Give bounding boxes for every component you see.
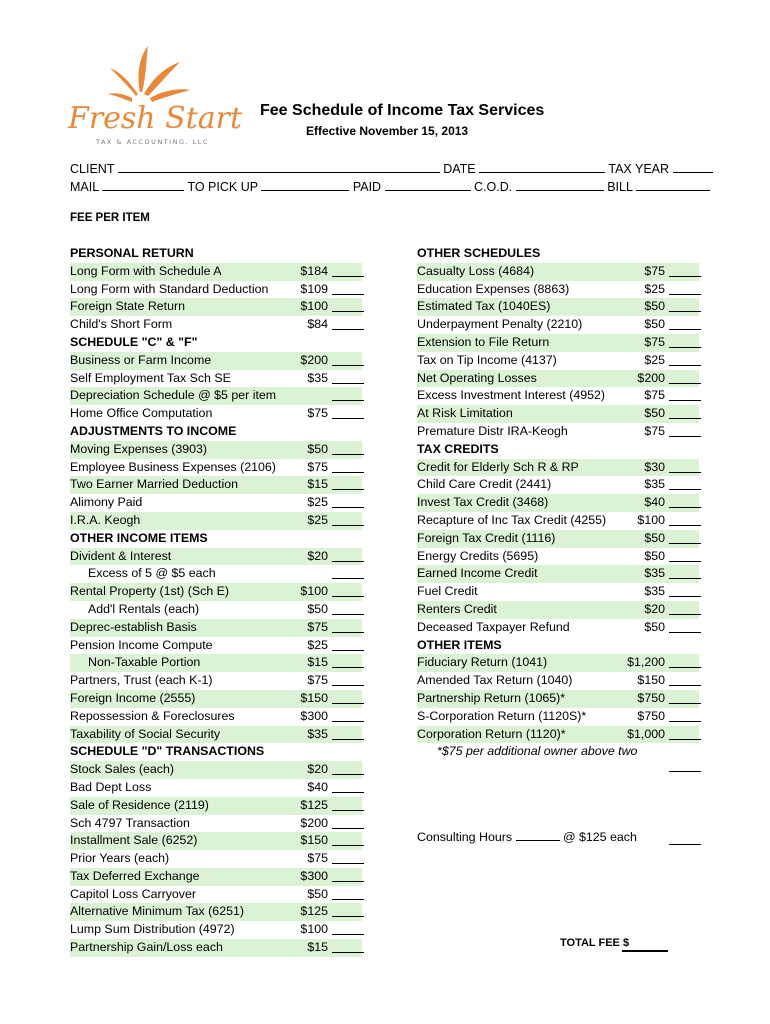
fee-label: S-Corporation Return (1120S)* bbox=[417, 708, 587, 723]
fee-label: OTHER INCOME ITEMS bbox=[70, 530, 208, 545]
tax-year-field[interactable] bbox=[673, 160, 713, 173]
fee-label: Capitol Loss Carryover bbox=[70, 886, 197, 901]
fee-row bbox=[417, 601, 701, 619]
page-subtitle: Effective November 15, 2013 bbox=[306, 124, 469, 138]
bill-field[interactable] bbox=[636, 178, 710, 191]
fee-row bbox=[70, 797, 364, 815]
fee-blank[interactable] bbox=[332, 383, 364, 384]
fee-row bbox=[70, 850, 364, 868]
fee-label: Rental Property (1st) (Sch E) bbox=[70, 584, 230, 599]
fee-price: $50 bbox=[644, 530, 665, 545]
fee-row bbox=[70, 708, 364, 726]
fee-blank[interactable] bbox=[669, 418, 701, 419]
fee-price: $150 bbox=[637, 673, 665, 688]
fee-price: $109 bbox=[300, 281, 328, 296]
fee-label: Foreign Tax Credit (1116) bbox=[417, 530, 556, 545]
fee-label: Net Operating Losses bbox=[417, 370, 537, 385]
fee-row bbox=[70, 672, 364, 690]
date-field[interactable] bbox=[479, 160, 605, 173]
fee-blank[interactable] bbox=[332, 561, 364, 562]
fee-row bbox=[417, 476, 701, 494]
fee-row bbox=[70, 405, 364, 423]
section-heading bbox=[70, 530, 364, 548]
section-heading bbox=[417, 245, 701, 263]
fee-price: $75 bbox=[644, 388, 665, 403]
fee-label: I.R.A. Keogh bbox=[70, 512, 141, 527]
fee-row bbox=[417, 281, 701, 299]
fee-label: Taxability of Social Security bbox=[70, 726, 221, 741]
fee-blank[interactable] bbox=[332, 311, 364, 312]
fee-price: $200 bbox=[300, 815, 328, 830]
fee-price: $50 bbox=[307, 886, 328, 901]
fee-blank[interactable] bbox=[332, 472, 364, 473]
fee-row bbox=[70, 726, 364, 744]
fee-blank[interactable] bbox=[332, 792, 364, 793]
fee-row bbox=[417, 423, 701, 441]
fee-price: $1,200 bbox=[627, 655, 665, 670]
fee-label: Home Office Computation bbox=[70, 406, 213, 421]
fee-blank[interactable] bbox=[332, 525, 364, 526]
fee-row bbox=[70, 868, 364, 886]
fee-blank[interactable] bbox=[332, 632, 364, 633]
section-heading bbox=[70, 743, 364, 761]
fee-blank[interactable] bbox=[669, 311, 701, 312]
fee-label: Lump Sum Distribution (4972) bbox=[70, 922, 235, 937]
fee-label: *$75 per additional owner above two bbox=[437, 744, 638, 759]
fee-row bbox=[417, 548, 701, 566]
fee-row bbox=[70, 512, 364, 530]
fee-blank[interactable] bbox=[332, 739, 364, 740]
fee-row bbox=[70, 548, 364, 566]
fee-price: $750 bbox=[637, 690, 665, 705]
section-heading bbox=[70, 334, 364, 352]
fee-label: Business or Farm Income bbox=[70, 352, 212, 367]
fee-blank[interactable] bbox=[332, 489, 364, 490]
fee-row bbox=[70, 903, 364, 921]
fee-blank[interactable] bbox=[669, 596, 701, 597]
fee-row bbox=[417, 690, 701, 708]
fee-row bbox=[70, 619, 364, 637]
fee-price: $75 bbox=[307, 406, 328, 421]
fee-price: $100 bbox=[300, 584, 328, 599]
fee-label: Depreciation Schedule @ $5 per item bbox=[70, 388, 277, 403]
fee-label: Bad Dept Loss bbox=[70, 779, 152, 794]
fee-price: $200 bbox=[637, 370, 665, 385]
fee-row bbox=[70, 298, 364, 316]
fee-label: Repossession & Foreclosures bbox=[70, 708, 235, 723]
fee-blank[interactable] bbox=[332, 703, 364, 704]
footnote bbox=[417, 743, 701, 761]
fee-row bbox=[70, 352, 364, 370]
fee-label: Two Earner Married Deduction bbox=[70, 477, 239, 492]
fee-price: $35 bbox=[307, 726, 328, 741]
fee-price: $20 bbox=[307, 548, 328, 563]
fee-blank[interactable] bbox=[669, 721, 701, 722]
section-heading bbox=[417, 441, 701, 459]
fee-blank[interactable] bbox=[669, 276, 701, 277]
fee-row bbox=[70, 316, 364, 334]
fee-row bbox=[70, 565, 364, 583]
fee-label: Moving Expenses (3903) bbox=[70, 441, 208, 456]
fee-row bbox=[417, 565, 701, 583]
client-field[interactable] bbox=[118, 160, 440, 173]
to-pick-up-label: TO PICK UP bbox=[187, 180, 258, 194]
fee-price: $25 bbox=[307, 637, 328, 652]
fee-label: Underpayment Penalty (2210) bbox=[417, 317, 583, 332]
fee-price: $15 bbox=[307, 477, 328, 492]
fee-label: At Risk Limitation bbox=[417, 406, 513, 421]
to-pick-up-field[interactable] bbox=[261, 178, 349, 191]
fee-label: ADJUSTMENTS TO INCOME bbox=[70, 423, 237, 438]
fee-row bbox=[70, 886, 364, 904]
fee-blank[interactable] bbox=[332, 276, 364, 277]
fee-label: Deceased Taxpayer Refund bbox=[417, 619, 570, 634]
fee-price: $75 bbox=[644, 263, 665, 278]
fee-label: PERSONAL RETURN bbox=[70, 246, 194, 260]
fee-row bbox=[70, 583, 364, 601]
fee-price: $30 bbox=[644, 459, 665, 474]
fee-blank[interactable] bbox=[332, 916, 364, 917]
fee-label: Non-Taxable Portion bbox=[88, 655, 201, 670]
fee-price: $750 bbox=[637, 708, 665, 723]
fee-row bbox=[417, 726, 701, 744]
fee-blank[interactable] bbox=[332, 828, 364, 829]
consulting-hours-line bbox=[417, 828, 637, 844]
right-fee-column bbox=[417, 245, 701, 761]
fee-price: $100 bbox=[300, 299, 328, 314]
fee-blank[interactable] bbox=[669, 507, 701, 508]
consulting-label: Consulting Hours bbox=[417, 830, 513, 844]
fee-label: Pension Income Compute bbox=[70, 637, 213, 652]
fee-blank[interactable] bbox=[332, 294, 364, 295]
fee-price: $40 bbox=[644, 495, 665, 510]
fee-price: $100 bbox=[637, 512, 665, 527]
logo-text: Fresh Start bbox=[68, 101, 243, 136]
fee-price: $150 bbox=[300, 690, 328, 705]
fee-blank[interactable] bbox=[669, 489, 701, 490]
fee-price: $25 bbox=[307, 512, 328, 527]
fee-price: $75 bbox=[307, 851, 328, 866]
fee-blank[interactable] bbox=[332, 578, 364, 579]
fee-label: Credit for Elderly Sch R & RP bbox=[417, 459, 579, 474]
fee-price: $300 bbox=[300, 708, 328, 723]
fee-row bbox=[417, 583, 701, 601]
fee-label: Foreign State Return bbox=[70, 299, 186, 314]
fee-price: $20 bbox=[307, 762, 328, 777]
fee-row bbox=[70, 370, 364, 388]
fee-label: Earned Income Credit bbox=[417, 566, 538, 581]
fee-label: Fiduciary Return (1041) bbox=[417, 655, 548, 670]
fee-blank[interactable] bbox=[332, 667, 364, 668]
fee-price: $150 bbox=[300, 833, 328, 848]
fee-price: $35 bbox=[644, 477, 665, 492]
fee-price: $184 bbox=[300, 263, 328, 278]
fee-label: Extension to File Return bbox=[417, 334, 550, 349]
fee-price: $15 bbox=[307, 655, 328, 670]
fee-blank[interactable] bbox=[332, 845, 364, 846]
fee-row bbox=[70, 779, 364, 797]
fee-label: Alimony Paid bbox=[70, 495, 143, 510]
fee-row bbox=[417, 263, 701, 281]
fee-blank[interactable] bbox=[669, 685, 701, 686]
fee-row bbox=[70, 441, 364, 459]
fee-blank[interactable] bbox=[332, 418, 364, 419]
fee-label: Foreign Income (2555) bbox=[70, 690, 196, 705]
fee-label: Estimated Tax (1040ES) bbox=[417, 299, 551, 314]
fee-label: OTHER ITEMS bbox=[417, 637, 502, 652]
fee-row bbox=[70, 654, 364, 672]
fee-price: $50 bbox=[307, 601, 328, 616]
cod-field[interactable] bbox=[516, 178, 604, 191]
fee-blank[interactable] bbox=[669, 667, 701, 668]
fee-label: Stock Sales (each) bbox=[70, 762, 174, 777]
fee-blank[interactable] bbox=[332, 454, 364, 455]
fee-row bbox=[70, 494, 364, 512]
mail-field[interactable] bbox=[102, 178, 184, 191]
fee-blank[interactable] bbox=[669, 436, 701, 437]
fee-price: $50 bbox=[644, 548, 665, 563]
fee-price: $200 bbox=[300, 352, 328, 367]
fee-label: Prior Years (each) bbox=[70, 851, 170, 866]
fee-blank[interactable] bbox=[669, 739, 701, 740]
left-fee-column bbox=[70, 245, 364, 957]
fee-label: SCHEDULE "C" & "F" bbox=[70, 334, 198, 349]
fee-label: Partnership Gain/Loss each bbox=[70, 940, 223, 955]
tax-year-label: TAX YEAR bbox=[608, 162, 670, 176]
bill-label: BILL bbox=[607, 180, 633, 194]
fee-price: $75 bbox=[644, 423, 665, 438]
fee-blank[interactable] bbox=[332, 685, 364, 686]
fee-blank[interactable] bbox=[332, 596, 364, 597]
mail-line bbox=[70, 178, 710, 194]
fee-label: Sch 4797 Transaction bbox=[70, 815, 190, 830]
fee-price: $15 bbox=[307, 940, 328, 955]
fee-row bbox=[417, 530, 701, 548]
fee-blank[interactable] bbox=[332, 329, 364, 330]
fee-price: $75 bbox=[307, 619, 328, 634]
fee-label: Tax on Tip Income (4137) bbox=[417, 352, 557, 367]
fee-label: SCHEDULE "D" TRANSACTIONS bbox=[70, 744, 265, 759]
fee-label: Employee Business Expenses (2106) bbox=[70, 459, 276, 474]
fee-blank[interactable] bbox=[332, 934, 364, 935]
date-label: DATE bbox=[443, 162, 476, 176]
fee-label: Renters Credit bbox=[417, 601, 497, 616]
fee-label: Excess of 5 @ $5 each bbox=[88, 566, 216, 581]
section-heading bbox=[417, 637, 701, 655]
fee-blank[interactable] bbox=[669, 383, 701, 384]
fee-price: $100 bbox=[300, 922, 328, 937]
fee-row bbox=[70, 263, 364, 281]
fee-row bbox=[70, 690, 364, 708]
fee-blank[interactable] bbox=[669, 632, 701, 633]
fee-row bbox=[70, 939, 364, 957]
fee-row bbox=[417, 459, 701, 477]
fee-row bbox=[417, 494, 701, 512]
mail-label: MAIL bbox=[70, 180, 99, 194]
paid-field[interactable] bbox=[385, 178, 471, 191]
fee-blank[interactable] bbox=[332, 881, 364, 882]
fee-label: Fuel Credit bbox=[417, 584, 478, 599]
fee-label: Add'l Rentals (each) bbox=[88, 601, 200, 616]
fee-price: $35 bbox=[644, 566, 665, 581]
fee-price: $40 bbox=[307, 779, 328, 794]
fee-blank[interactable] bbox=[332, 365, 364, 366]
fee-label: Alternative Minimum Tax (6251) bbox=[70, 904, 244, 919]
fee-row bbox=[417, 316, 701, 334]
fee-label: TAX CREDITS bbox=[417, 441, 499, 456]
fee-label: OTHER SCHEDULES bbox=[417, 246, 541, 260]
fee-label: Excess Investment Interest (4952) bbox=[417, 388, 606, 403]
fee-row bbox=[70, 601, 364, 619]
section-heading bbox=[70, 423, 364, 441]
fee-price: $35 bbox=[307, 370, 328, 385]
fee-per-item-heading: FEE PER ITEM bbox=[70, 212, 150, 224]
fee-label: Divident & Interest bbox=[70, 548, 172, 563]
logo-subtext: TAX & ACCOUNTING, LLC bbox=[96, 138, 209, 146]
total-fee-label: TOTAL FEE $ bbox=[560, 937, 630, 949]
fee-row bbox=[417, 405, 701, 423]
fee-price: $75 bbox=[307, 673, 328, 688]
fee-blank[interactable] bbox=[669, 329, 701, 330]
fee-price: $50 bbox=[307, 441, 328, 456]
fee-row bbox=[417, 370, 701, 388]
fee-label: Sale of Residence (2119) bbox=[70, 797, 209, 812]
fee-blank[interactable] bbox=[669, 472, 701, 473]
fee-blank[interactable] bbox=[669, 525, 701, 526]
fee-label: Long Form with Schedule A bbox=[70, 263, 222, 278]
fee-blank[interactable] bbox=[669, 365, 701, 366]
fee-label: Education Expenses (8863) bbox=[417, 281, 570, 296]
fee-blank[interactable] bbox=[332, 507, 364, 508]
fee-row bbox=[417, 654, 701, 672]
fee-label: Corporation Return (1120)* bbox=[417, 726, 566, 741]
fee-price: $300 bbox=[300, 868, 328, 883]
fee-label: Partnership Return (1065)* bbox=[417, 690, 566, 705]
fee-label: Premature Distr IRA-Keogh bbox=[417, 423, 568, 438]
fee-price: $50 bbox=[644, 619, 665, 634]
fee-row bbox=[70, 281, 364, 299]
fee-price: $20 bbox=[644, 601, 665, 616]
fee-label: Invest Tax Credit (3468) bbox=[417, 495, 549, 510]
fee-row bbox=[417, 387, 701, 405]
cod-label: C.O.D. bbox=[474, 180, 513, 194]
consulting-rate: @ $125 each bbox=[562, 830, 637, 844]
fee-row bbox=[417, 352, 701, 370]
fee-row bbox=[417, 708, 701, 726]
fee-blank[interactable] bbox=[332, 952, 364, 953]
fee-price: $75 bbox=[644, 334, 665, 349]
fee-blank[interactable] bbox=[332, 863, 364, 864]
fee-label: Amended Tax Return (1040) bbox=[417, 673, 573, 688]
fee-blank[interactable] bbox=[332, 650, 364, 651]
fee-price: $125 bbox=[300, 904, 328, 919]
fee-label: Child's Short Form bbox=[70, 317, 173, 332]
section-heading bbox=[70, 245, 364, 263]
fee-label: Deprec-establish Basis bbox=[70, 619, 197, 634]
fee-blank[interactable] bbox=[669, 347, 701, 348]
fee-row bbox=[417, 672, 701, 690]
fee-price: $84 bbox=[307, 317, 328, 332]
fee-price: $25 bbox=[307, 495, 328, 510]
fee-label: Energy Credits (5695) bbox=[417, 548, 539, 563]
total-fee-field[interactable] bbox=[622, 950, 668, 952]
fee-price: $50 bbox=[644, 299, 665, 314]
fee-row bbox=[70, 832, 364, 850]
fee-blank[interactable] bbox=[332, 614, 364, 615]
fee-label: Recapture of Inc Tax Credit (4255) bbox=[417, 512, 607, 527]
fee-label: Long Form with Standard Deduction bbox=[70, 281, 269, 296]
fee-blank[interactable] bbox=[669, 294, 701, 295]
fee-row bbox=[70, 921, 364, 939]
fee-blank[interactable] bbox=[669, 561, 701, 562]
fee-price: $1,000 bbox=[627, 726, 665, 741]
fee-row bbox=[70, 476, 364, 494]
company-logo bbox=[62, 44, 243, 150]
fee-blank[interactable] bbox=[332, 721, 364, 722]
client-label: CLIENT bbox=[70, 162, 115, 176]
fee-row bbox=[70, 637, 364, 655]
fee-row bbox=[70, 459, 364, 477]
fee-blank[interactable] bbox=[669, 400, 701, 401]
consulting-hours-field[interactable] bbox=[516, 828, 560, 841]
fee-price: $75 bbox=[307, 459, 328, 474]
fee-blank[interactable] bbox=[669, 543, 701, 544]
fee-blank[interactable] bbox=[669, 614, 701, 615]
fee-blank[interactable] bbox=[332, 899, 364, 900]
fee-price: $25 bbox=[644, 281, 665, 296]
fee-blank[interactable] bbox=[332, 774, 364, 775]
fee-price: $25 bbox=[644, 352, 665, 367]
fee-blank[interactable] bbox=[669, 578, 701, 579]
fee-blank[interactable] bbox=[332, 810, 364, 811]
fee-label: Installment Sale (6252) bbox=[70, 833, 198, 848]
fee-price: $50 bbox=[644, 406, 665, 421]
fee-row bbox=[70, 761, 364, 779]
fee-row bbox=[70, 387, 364, 405]
fee-row bbox=[417, 298, 701, 316]
fee-label: Tax Deferred Exchange bbox=[70, 868, 200, 883]
fee-label: Self Employment Tax Sch SE bbox=[70, 370, 231, 385]
fee-blank[interactable] bbox=[332, 400, 364, 401]
fee-row bbox=[417, 619, 701, 637]
note-fee-blank[interactable] bbox=[669, 771, 701, 772]
fee-blank[interactable] bbox=[669, 703, 701, 704]
fee-price: $35 bbox=[644, 584, 665, 599]
fee-price: $50 bbox=[644, 317, 665, 332]
fee-price: $125 bbox=[300, 797, 328, 812]
fee-label: Casualty Loss (4684) bbox=[417, 263, 535, 278]
fee-label: Child Care Credit (2441) bbox=[417, 477, 552, 492]
fee-label: Partners, Trust (each K-1) bbox=[70, 673, 213, 688]
fee-row bbox=[70, 815, 364, 833]
fee-row bbox=[417, 512, 701, 530]
paid-label: PAID bbox=[352, 180, 382, 194]
fee-row bbox=[417, 334, 701, 352]
consulting-fee-blank[interactable] bbox=[669, 844, 701, 845]
client-line bbox=[70, 160, 713, 176]
